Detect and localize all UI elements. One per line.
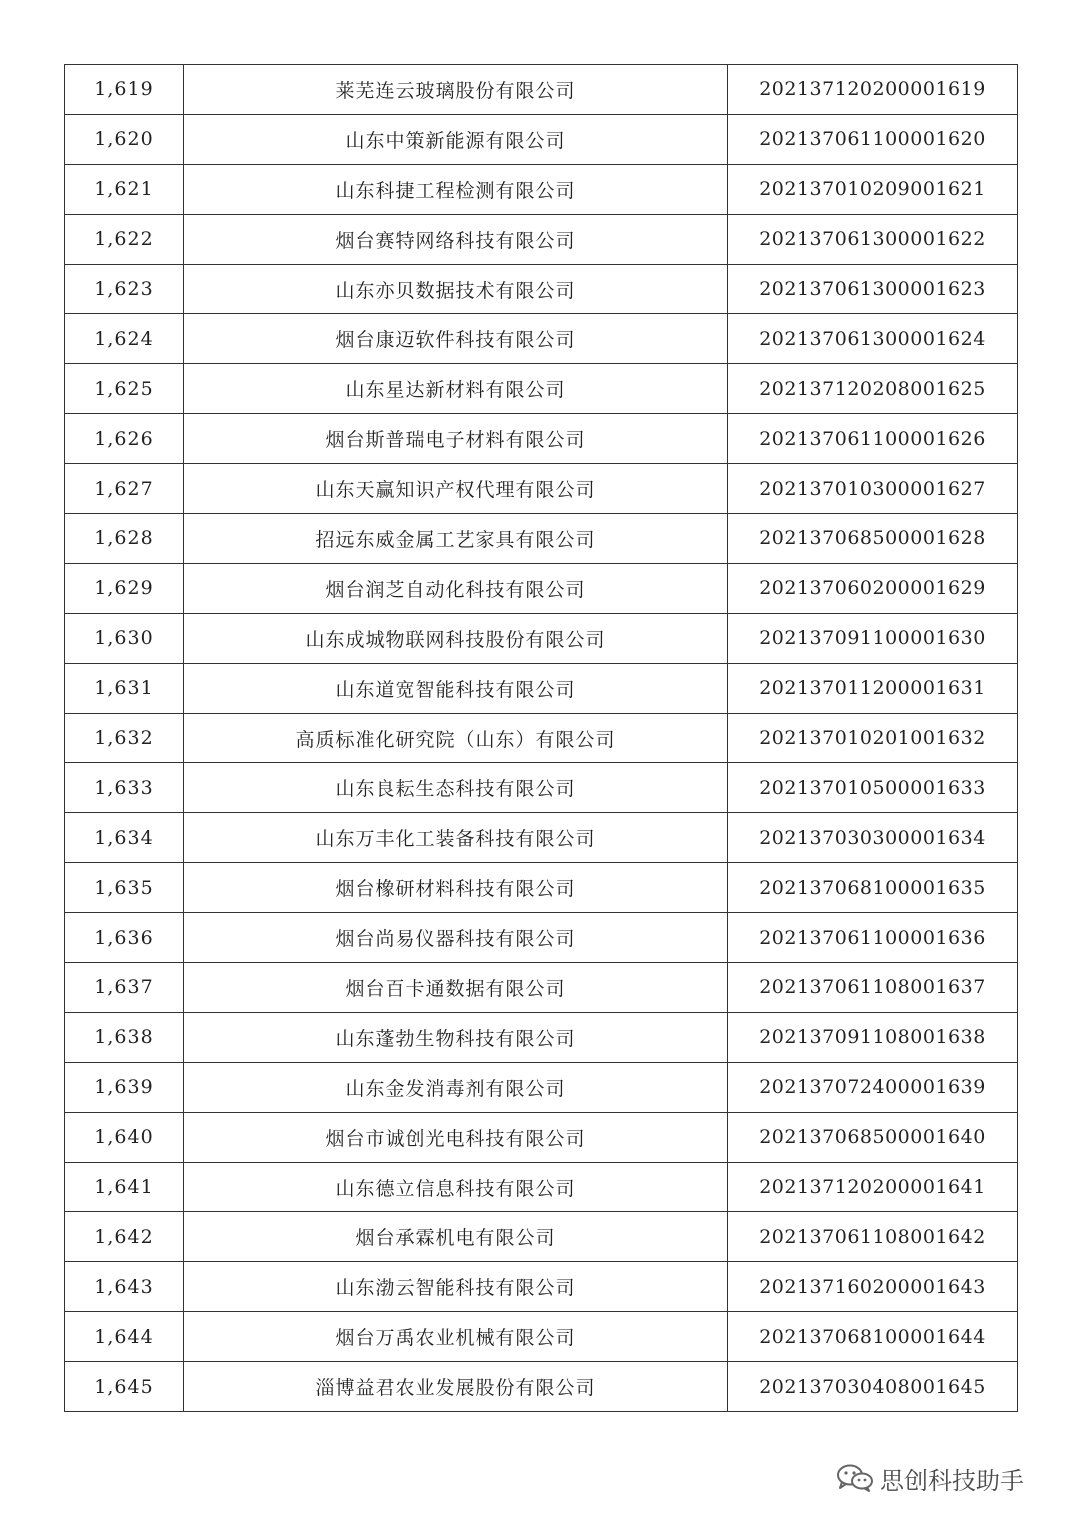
registration-code-cell: 202137068100001635 — [728, 863, 1018, 913]
registration-code-cell: 202137120200001641 — [728, 1162, 1018, 1212]
registration-code-cell: 202137061300001624 — [728, 314, 1018, 364]
company-name-cell: 烟台尚易仪器科技有限公司 — [184, 913, 728, 963]
registration-code-cell: 202137160200001643 — [728, 1262, 1018, 1312]
table-row — [65, 264, 1018, 314]
row-number-cell: 1,636 — [65, 913, 184, 963]
wechat-icon — [836, 1463, 874, 1493]
table-row — [65, 963, 1018, 1013]
table-row — [65, 613, 1018, 663]
row-number-cell: 1,621 — [65, 164, 184, 214]
table-body — [65, 65, 1018, 1412]
row-number-cell: 1,637 — [65, 963, 184, 1013]
company-name-cell: 烟台润芝自动化科技有限公司 — [184, 563, 728, 613]
table-row — [65, 863, 1018, 913]
company-name-cell: 山东金发消毒剂有限公司 — [184, 1062, 728, 1112]
registration-code-cell: 202137120200001619 — [728, 65, 1018, 115]
table-row — [65, 364, 1018, 414]
company-name-cell: 高质标准化研究院（山东）有限公司 — [184, 713, 728, 763]
table-row — [65, 813, 1018, 863]
company-name-cell: 山东道宽智能科技有限公司 — [184, 663, 728, 713]
table-row — [65, 1112, 1018, 1162]
table-row — [65, 713, 1018, 763]
company-name-cell: 烟台承霖机电有限公司 — [184, 1212, 728, 1262]
registration-code-cell: 202137010201001632 — [728, 713, 1018, 763]
row-number-cell: 1,631 — [65, 663, 184, 713]
company-name-cell: 山东天赢知识产权代理有限公司 — [184, 464, 728, 514]
row-number-cell: 1,624 — [65, 314, 184, 364]
registration-code-cell: 202137068500001628 — [728, 514, 1018, 564]
registration-code-cell: 202137011200001631 — [728, 663, 1018, 713]
row-number-cell: 1,635 — [65, 863, 184, 913]
table-row — [65, 65, 1018, 115]
table-row — [65, 563, 1018, 613]
table-row — [65, 114, 1018, 164]
row-number-cell: 1,620 — [65, 114, 184, 164]
company-name-cell: 莱芜连云玻璃股份有限公司 — [184, 65, 728, 115]
registration-code-cell: 202137061108001642 — [728, 1212, 1018, 1262]
company-name-cell: 招远东威金属工艺家具有限公司 — [184, 514, 728, 564]
row-number-cell: 1,641 — [65, 1162, 184, 1212]
row-number-cell: 1,639 — [65, 1062, 184, 1112]
company-name-cell: 山东蓬勃生物科技有限公司 — [184, 1012, 728, 1062]
row-number-cell: 1,622 — [65, 214, 184, 264]
registration-code-cell: 202137068500001640 — [728, 1112, 1018, 1162]
table-row — [65, 214, 1018, 264]
registration-code-cell: 202137091100001630 — [728, 613, 1018, 663]
company-name-cell: 烟台斯普瑞电子材料有限公司 — [184, 414, 728, 464]
row-number-cell: 1,629 — [65, 563, 184, 613]
company-name-cell: 烟台康迈软件科技有限公司 — [184, 314, 728, 364]
row-number-cell: 1,645 — [65, 1362, 184, 1412]
row-number-cell: 1,632 — [65, 713, 184, 763]
company-name-cell: 山东科捷工程检测有限公司 — [184, 164, 728, 214]
registration-code-cell: 202137061108001637 — [728, 963, 1018, 1013]
company-list-table — [64, 64, 1016, 1412]
table-row — [65, 1062, 1018, 1112]
company-name-cell: 山东星达新材料有限公司 — [184, 364, 728, 414]
registration-code-cell: 202137010300001627 — [728, 464, 1018, 514]
table-row — [65, 663, 1018, 713]
company-name-cell: 烟台市诚创光电科技有限公司 — [184, 1112, 728, 1162]
company-name-cell: 山东良耘生态科技有限公司 — [184, 763, 728, 813]
table-row — [65, 1212, 1018, 1262]
wechat-watermark — [836, 1458, 1024, 1498]
row-number-cell: 1,627 — [65, 464, 184, 514]
row-number-cell: 1,628 — [65, 514, 184, 564]
row-number-cell: 1,643 — [65, 1262, 184, 1312]
table-row — [65, 913, 1018, 963]
registration-code-cell: 202137010209001621 — [728, 164, 1018, 214]
row-number-cell: 1,634 — [65, 813, 184, 863]
registration-code-cell: 202137061300001622 — [728, 214, 1018, 264]
table-row — [65, 414, 1018, 464]
registration-code-cell: 202137061100001626 — [728, 414, 1018, 464]
registration-code-cell: 202137010500001633 — [728, 763, 1018, 813]
registration-code-cell: 202137030300001634 — [728, 813, 1018, 863]
registration-code-cell: 202137060200001629 — [728, 563, 1018, 613]
table-row — [65, 1262, 1018, 1312]
company-name-cell: 山东渤云智能科技有限公司 — [184, 1262, 728, 1312]
company-name-cell: 烟台橡研材料科技有限公司 — [184, 863, 728, 913]
registration-code-cell: 202137061300001623 — [728, 264, 1018, 314]
company-name-cell: 烟台赛特网络科技有限公司 — [184, 214, 728, 264]
registration-code-cell: 202137068100001644 — [728, 1312, 1018, 1362]
table-row — [65, 1362, 1018, 1412]
company-name-cell: 山东亦贝数据技术有限公司 — [184, 264, 728, 314]
row-number-cell: 1,633 — [65, 763, 184, 813]
row-number-cell: 1,638 — [65, 1012, 184, 1062]
company-name-cell: 山东德立信息科技有限公司 — [184, 1162, 728, 1212]
row-number-cell: 1,642 — [65, 1212, 184, 1262]
row-number-cell: 1,630 — [65, 613, 184, 663]
table-row — [65, 514, 1018, 564]
data-table — [64, 64, 1018, 1412]
table-row — [65, 314, 1018, 364]
company-name-cell: 烟台万禹农业机械有限公司 — [184, 1312, 728, 1362]
table-row — [65, 464, 1018, 514]
watermark-text: 思创科技助手 — [880, 1466, 1024, 1495]
table-row — [65, 1162, 1018, 1212]
row-number-cell: 1,626 — [65, 414, 184, 464]
table-row — [65, 164, 1018, 214]
company-name-cell: 烟台百卡通数据有限公司 — [184, 963, 728, 1013]
row-number-cell: 1,623 — [65, 264, 184, 314]
registration-code-cell: 202137072400001639 — [728, 1062, 1018, 1112]
registration-code-cell: 202137061100001636 — [728, 913, 1018, 963]
table-row — [65, 763, 1018, 813]
table-row — [65, 1012, 1018, 1062]
row-number-cell: 1,625 — [65, 364, 184, 414]
registration-code-cell: 202137061100001620 — [728, 114, 1018, 164]
registration-code-cell: 202137030408001645 — [728, 1362, 1018, 1412]
company-name-cell: 淄博益君农业发展股份有限公司 — [184, 1362, 728, 1412]
registration-code-cell: 202137120208001625 — [728, 364, 1018, 414]
row-number-cell: 1,644 — [65, 1312, 184, 1362]
registration-code-cell: 202137091108001638 — [728, 1012, 1018, 1062]
company-name-cell: 山东万丰化工装备科技有限公司 — [184, 813, 728, 863]
table-row — [65, 1312, 1018, 1362]
company-name-cell: 山东中策新能源有限公司 — [184, 114, 728, 164]
company-name-cell: 山东成城物联网科技股份有限公司 — [184, 613, 728, 663]
row-number-cell: 1,640 — [65, 1112, 184, 1162]
row-number-cell: 1,619 — [65, 65, 184, 115]
